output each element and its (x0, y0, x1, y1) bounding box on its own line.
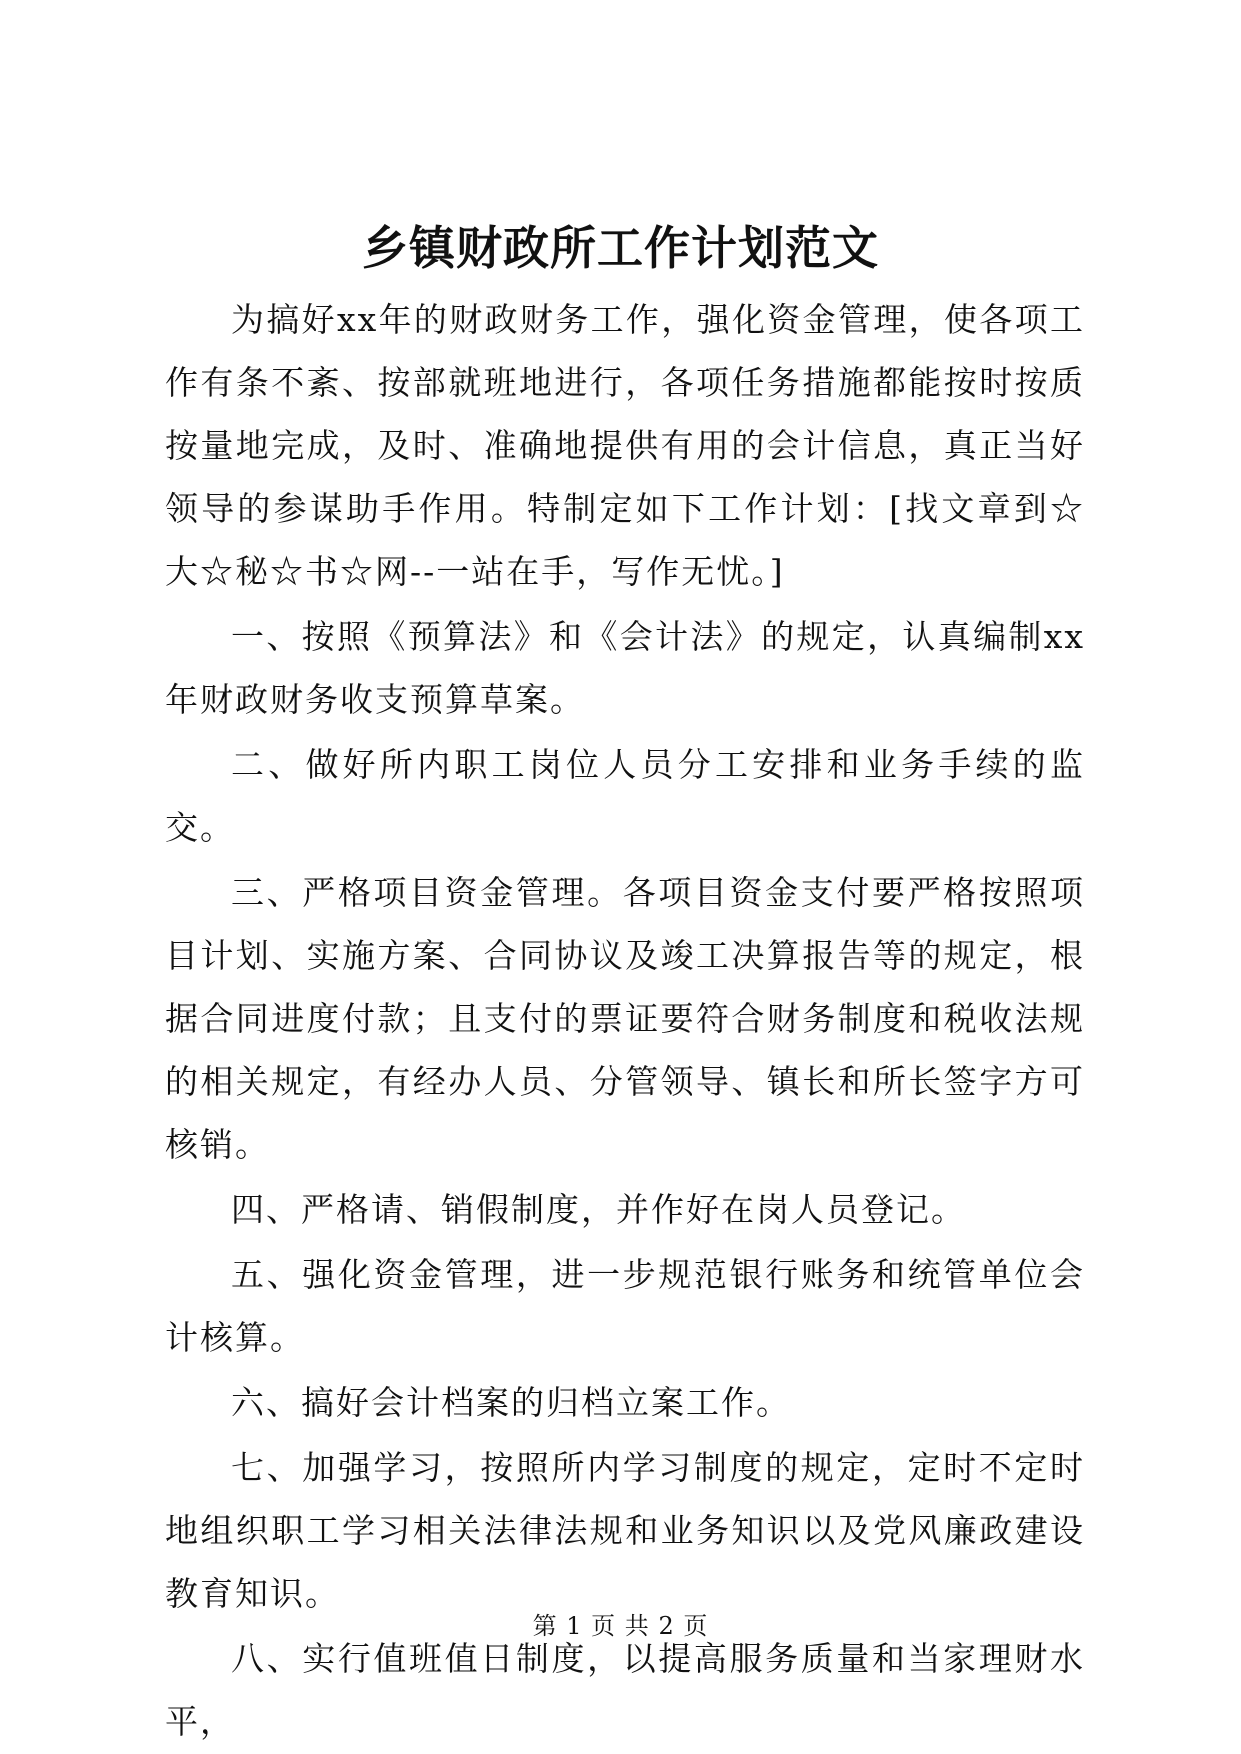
plan-item-3: 三、严格项目资金管理。各项目资金支付要严格按照项目计划、实施方案、合同协议及竣工决算报告等的规定，根据合同进度付款；且支付的票证要符合财务制度和税收法规的相关规定，有经办人员、分管领导、镇长和所长签字方可核销。 (165, 873, 1085, 1164)
plan-item-8: 八、实行值班值日制度，以提高服务质量和当家理财水平， (165, 1639, 1085, 1741)
intro-paragraph: 为搞好xx年的财政财务工作，强化资金管理，使各项工作有条不紊、按部就班地进行，各项任务措施都能按时按质按量地完成，及时、准确地提供有用的会计信息，真正当好领导的参谋助手作用。特制定如下工作计划：[找文章到☆大☆秘☆书☆网--一站在手，写作无忧。] (165, 300, 1085, 591)
document-title: 乡镇财政所工作计划范文 (362, 221, 879, 275)
plan-item-5: 五、强化资金管理，进一步规范银行账务和统管单位会计核算。 (165, 1255, 1085, 1357)
plan-item-4: 四、严格请、销假制度，并作好在岗人员登记。 (231, 1190, 966, 1229)
document-body (165, 288, 1085, 1753)
plan-item-2: 二、做好所内职工岗位人员分工安排和业务手续的监交。 (165, 745, 1085, 847)
plan-item-6: 六、搞好会计档案的归档立案工作。 (231, 1383, 791, 1422)
plan-item-7: 七、加强学习，按照所内学习制度的规定，定时不定时地组织职工学习相关法律法规和业务知识以及党风廉政建设教育知识。 (165, 1448, 1085, 1613)
plan-item-1: 一、按照《预算法》和《会计法》的规定，认真编制xx年财政财务收支预算草案。 (165, 617, 1085, 719)
page-number-footer: 第 1 页 共 2 页 (532, 1612, 709, 1640)
